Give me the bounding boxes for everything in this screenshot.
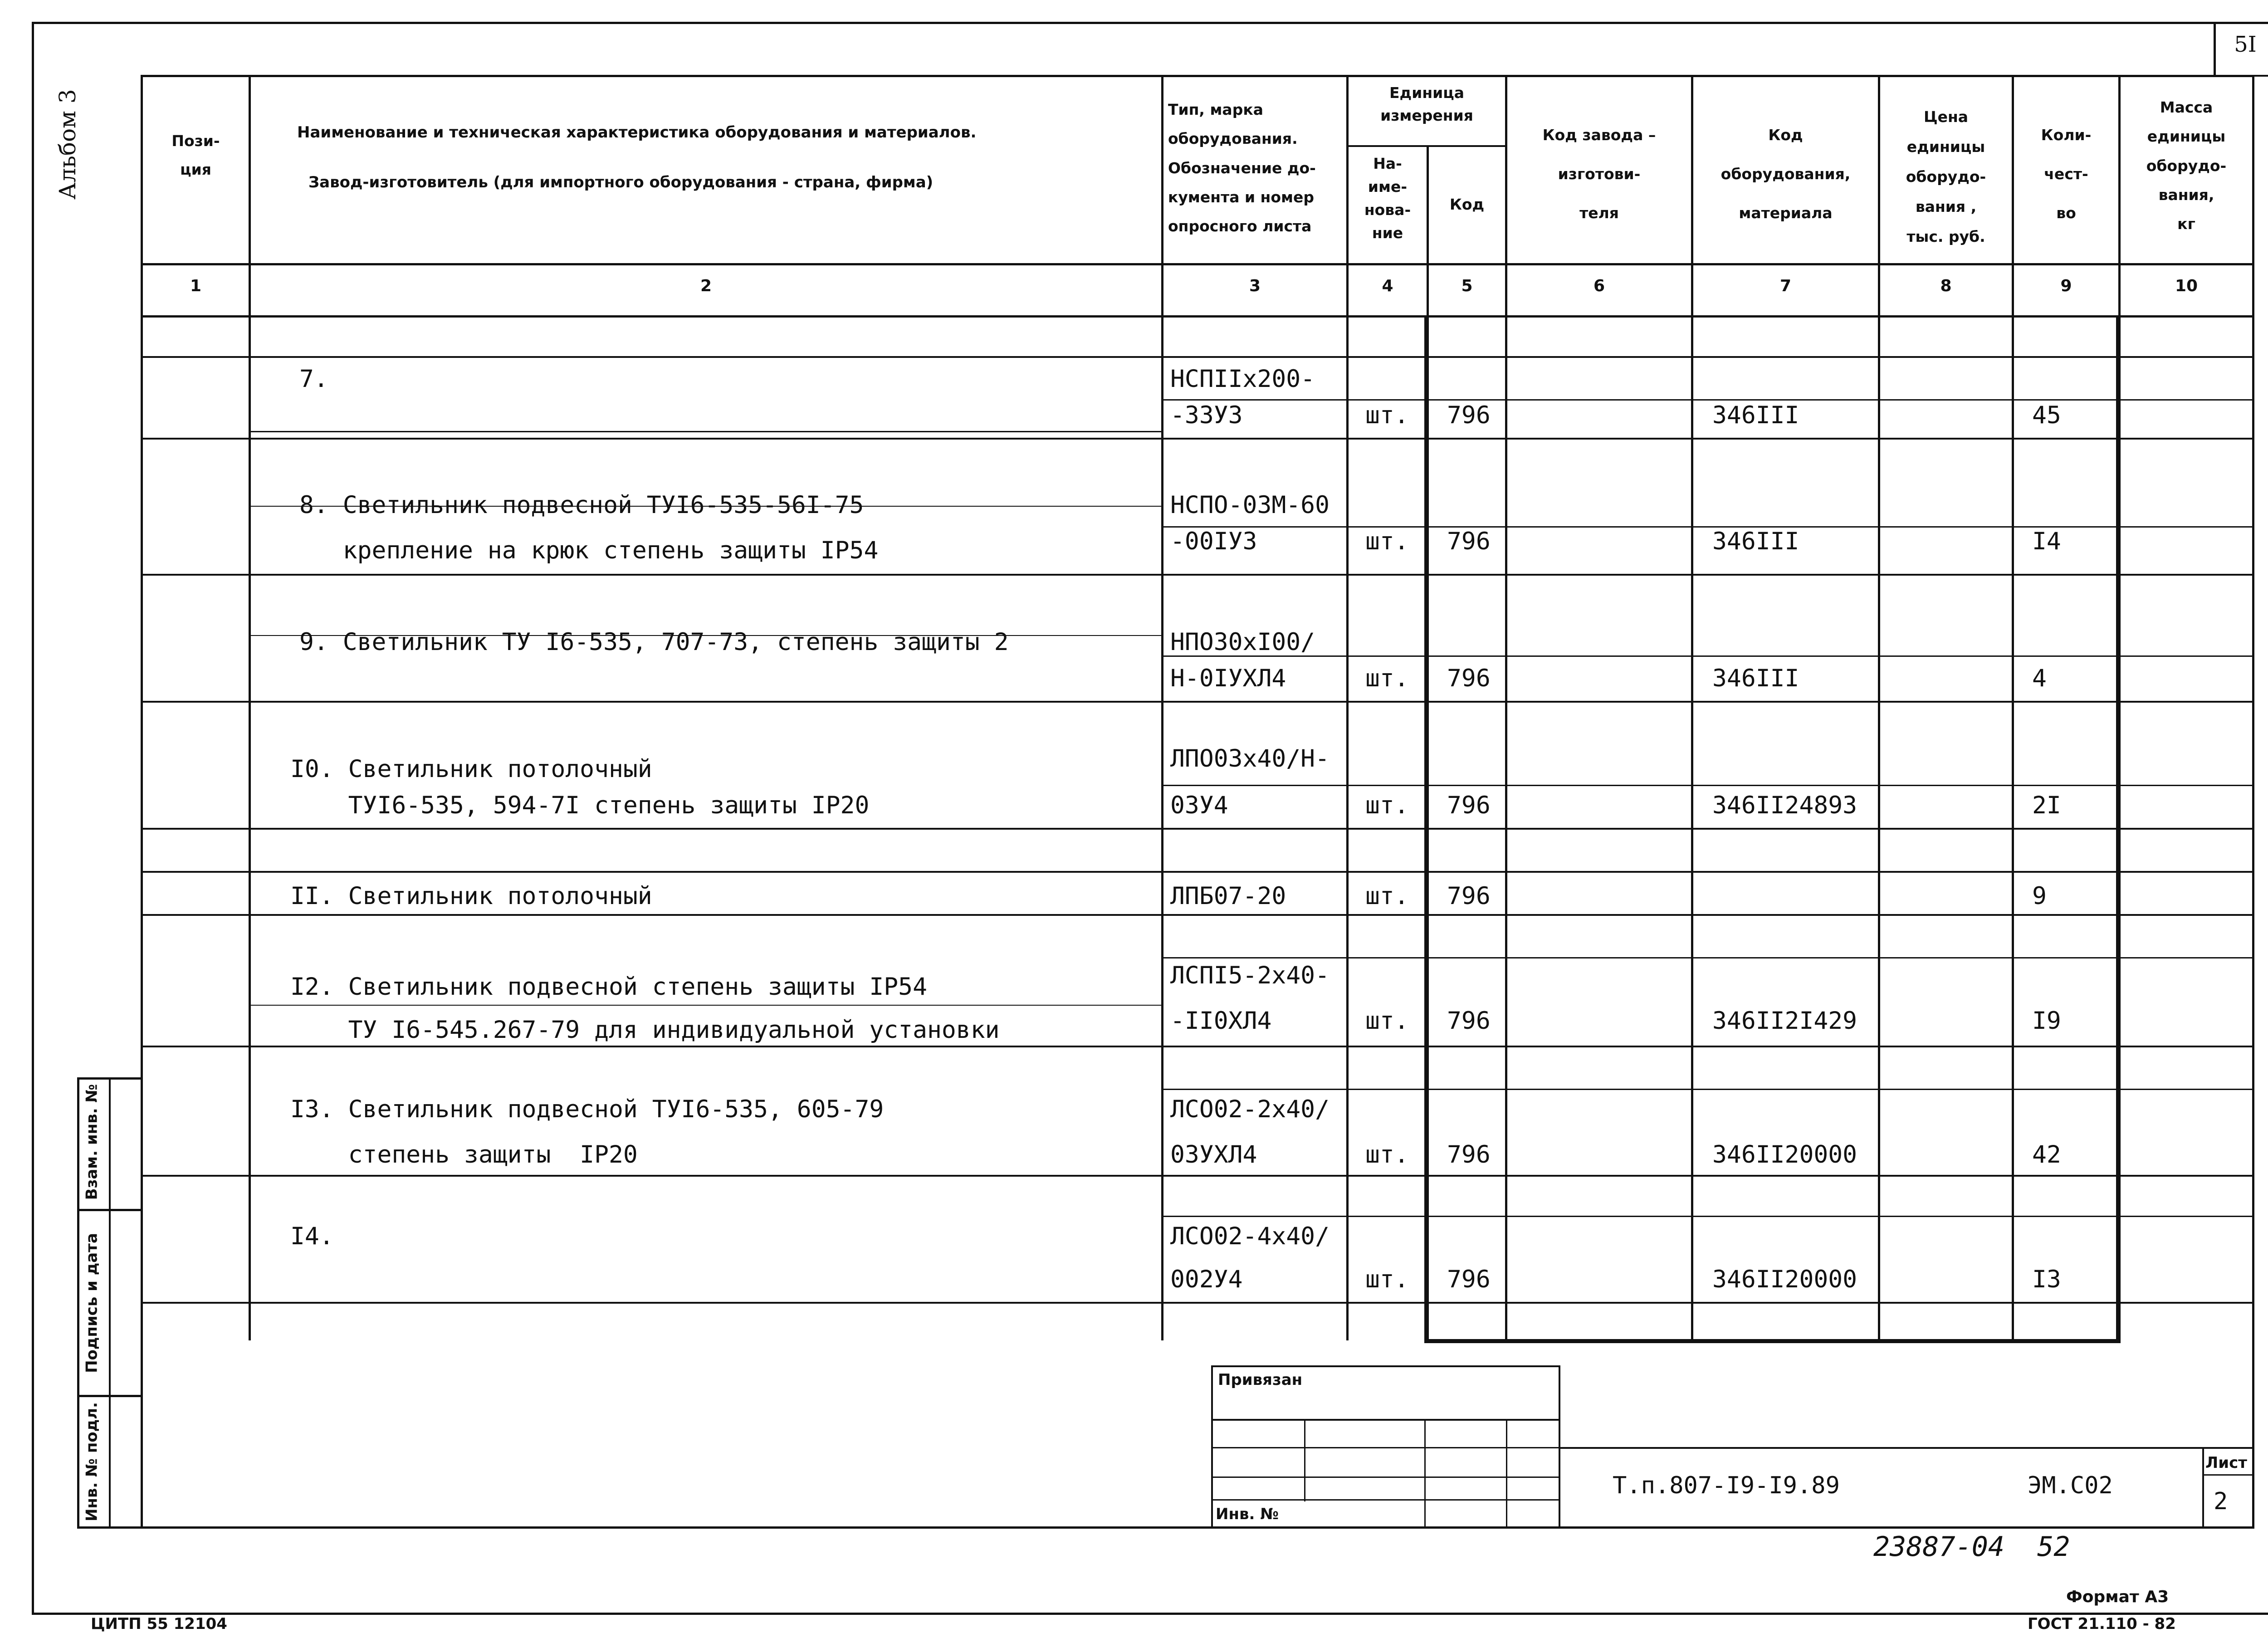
row-11-unit: шт. — [1365, 882, 1409, 910]
row-12b-code: 346II2I429 — [1712, 1007, 1857, 1035]
header-price: Цена единицы оборудо- вания , тыс. руб. — [1906, 108, 1986, 245]
title-list-number: 2 — [2214, 1488, 2228, 1515]
row-9b-qty: 4 — [2032, 665, 2047, 692]
row-13b-name: степень защиты IP20 — [290, 1141, 638, 1169]
row-12b-qty: I9 — [2032, 1007, 2061, 1035]
header-equipment-code: Код оборудования, материала — [1721, 126, 1851, 222]
colnum-3: 3 — [1249, 277, 1261, 295]
header-position: Пози- ция — [171, 132, 220, 178]
row-13b-code: 346II20000 — [1712, 1141, 1857, 1169]
stamp-vzam: Взам. инв. № — [83, 1084, 101, 1200]
colnum-8: 8 — [1940, 277, 1952, 295]
row-8b-name: крепление на крюк степень защиты IP54 — [299, 537, 879, 564]
row-8b-unitcode: 796 — [1447, 528, 1491, 555]
row-10b-name: ТУI6-535, 594-7I степень защиты IP20 — [290, 792, 870, 819]
row-12-name: I2. Светильник подвесной степень защиты IP54 — [290, 973, 927, 1001]
row-14b-unitcode: 796 — [1447, 1266, 1491, 1293]
title-list-label: Лист — [2205, 1454, 2247, 1472]
row-7b-unit: шт. — [1365, 401, 1409, 429]
row-8-type: НСПО-03М-60 — [1170, 491, 1330, 519]
row-8b-type: -00IУ3 — [1170, 528, 1257, 555]
row-12b-type: -II0ХЛ4 — [1170, 1007, 1272, 1035]
colnum-2: 2 — [700, 277, 712, 295]
row-9b-type: Н-0IУХЛ4 — [1170, 665, 1286, 692]
row-10b-qty: 2I — [2032, 792, 2061, 819]
row-14-type: ЛСО02-4х40/ — [1170, 1222, 1330, 1250]
header-unit-name: На- име- нова- ние — [1364, 155, 1411, 242]
row-8b-code: 346III — [1712, 528, 1799, 555]
stamp-podpis: Подпись и дата — [83, 1233, 101, 1373]
header-name-line1: Наименование и техническая характеристика оборудования и материалов. — [297, 123, 977, 142]
title-designation: Т.п.807-I9-I9.89 — [1613, 1472, 1840, 1499]
row-14b-code: 346II20000 — [1712, 1266, 1857, 1293]
row-11-name: II. Светильник потолочный — [290, 882, 652, 910]
row-7b-type: -33У3 — [1170, 401, 1243, 429]
row-7b-code: 346III — [1712, 401, 1799, 429]
row-10b-code: 346II24893 — [1712, 792, 1857, 819]
colnum-9: 9 — [2060, 277, 2072, 295]
row-12-type: ЛСПI5-2х40- — [1170, 962, 1330, 989]
header-unit-code: Код — [1449, 196, 1485, 213]
row-9b-code: 346III — [1712, 665, 1799, 692]
row-12b-name: ТУ I6-545.267-79 для индивидуальной установки — [290, 1016, 1000, 1044]
stamp-inv-podl: Инв. № подл. — [83, 1402, 101, 1522]
footer-gost: ГОСТ 21.110 - 82 — [2028, 1615, 2176, 1633]
row-7-name: 7. — [299, 365, 328, 393]
title-privyazan: Привязан — [1218, 1371, 1303, 1389]
footer-left: ЦИТП 55 12104 — [91, 1615, 227, 1633]
colnum-5: 5 — [1461, 277, 1473, 295]
row-9-name: 9. Светильник ТУ I6-535, 707-73, степень защиты 2 — [299, 628, 1009, 656]
row-8b-unit: шт. — [1365, 528, 1409, 555]
colnum-4: 4 — [1382, 277, 1393, 295]
row-8-name: 8. Светильник подвесной ТУI6-535-56I-75 — [299, 491, 864, 519]
footer-format: Формат А3 — [2066, 1588, 2169, 1606]
handwritten-number: 23887-04 52 — [1873, 1531, 2070, 1563]
row-10b-unit: шт. — [1365, 792, 1409, 819]
row-11-qty: 9 — [2032, 882, 2047, 910]
row-14-name: I4. — [290, 1222, 334, 1250]
header-factory-code: Код завода – изготови- теля — [1542, 126, 1656, 222]
header-quantity: Коли- чест- во — [2041, 126, 2092, 222]
colnum-1: 1 — [190, 277, 202, 295]
row-7b-unitcode: 796 — [1447, 401, 1491, 429]
row-14b-unit: шт. — [1365, 1266, 1409, 1293]
row-13b-qty: 42 — [2032, 1141, 2061, 1169]
title-code: ЭМ.С02 — [2028, 1472, 2113, 1499]
row-14b-type: 002У4 — [1170, 1266, 1243, 1293]
row-13b-type: 03УХЛ4 — [1170, 1141, 1257, 1169]
row-13b-unitcode: 796 — [1447, 1141, 1491, 1169]
row-13-type: ЛСО02-2х40/ — [1170, 1095, 1330, 1123]
row-13b-unit: шт. — [1365, 1141, 1409, 1169]
row-14b-qty: I3 — [2032, 1266, 2061, 1293]
row-9b-unitcode: 796 — [1447, 665, 1491, 692]
colnum-7: 7 — [1779, 277, 1792, 295]
row-11-unitcode: 796 — [1447, 882, 1491, 910]
row-7b-qty: 45 — [2032, 401, 2061, 429]
colnum-6: 6 — [1593, 277, 1605, 295]
album-label: Альбом 3 — [54, 89, 81, 200]
row-12b-unit: шт. — [1365, 1007, 1409, 1035]
row-8b-qty: I4 — [2032, 528, 2061, 555]
row-13-name: I3. Светильник подвесной ТУI6-535, 605-79 — [290, 1095, 884, 1123]
row-10b-unitcode: 796 — [1447, 792, 1491, 819]
colnum-10: 10 — [2175, 277, 2198, 295]
header-type: Тип, марка оборудования. Обозначение до- кумента и номер опросного листа — [1168, 101, 1316, 235]
row-10-type: ЛПО03х40/Н- — [1170, 745, 1330, 772]
row-7-type: НСПIIх200- — [1170, 365, 1315, 393]
header-name-line2: Завод-изготовитель (для импортного оборудования - страна, фирма) — [308, 173, 934, 191]
row-12b-unitcode: 796 — [1447, 1007, 1491, 1035]
header-mass: Масса единицы оборудо- вания, кг — [2146, 98, 2227, 233]
header-unit-group: Единица измерения — [1380, 84, 1473, 124]
row-11-type: ЛПБ07-20 — [1170, 882, 1286, 910]
row-9-type: НПО30хI00/ — [1170, 628, 1315, 656]
row-10-name: I0. Светильник потолочный — [290, 755, 652, 783]
row-10b-type: 03У4 — [1170, 792, 1228, 819]
sheet-number: 5I — [2234, 32, 2257, 57]
row-9b-unit: шт. — [1365, 665, 1409, 692]
title-inv-no: Инв. № — [1216, 1505, 1279, 1523]
